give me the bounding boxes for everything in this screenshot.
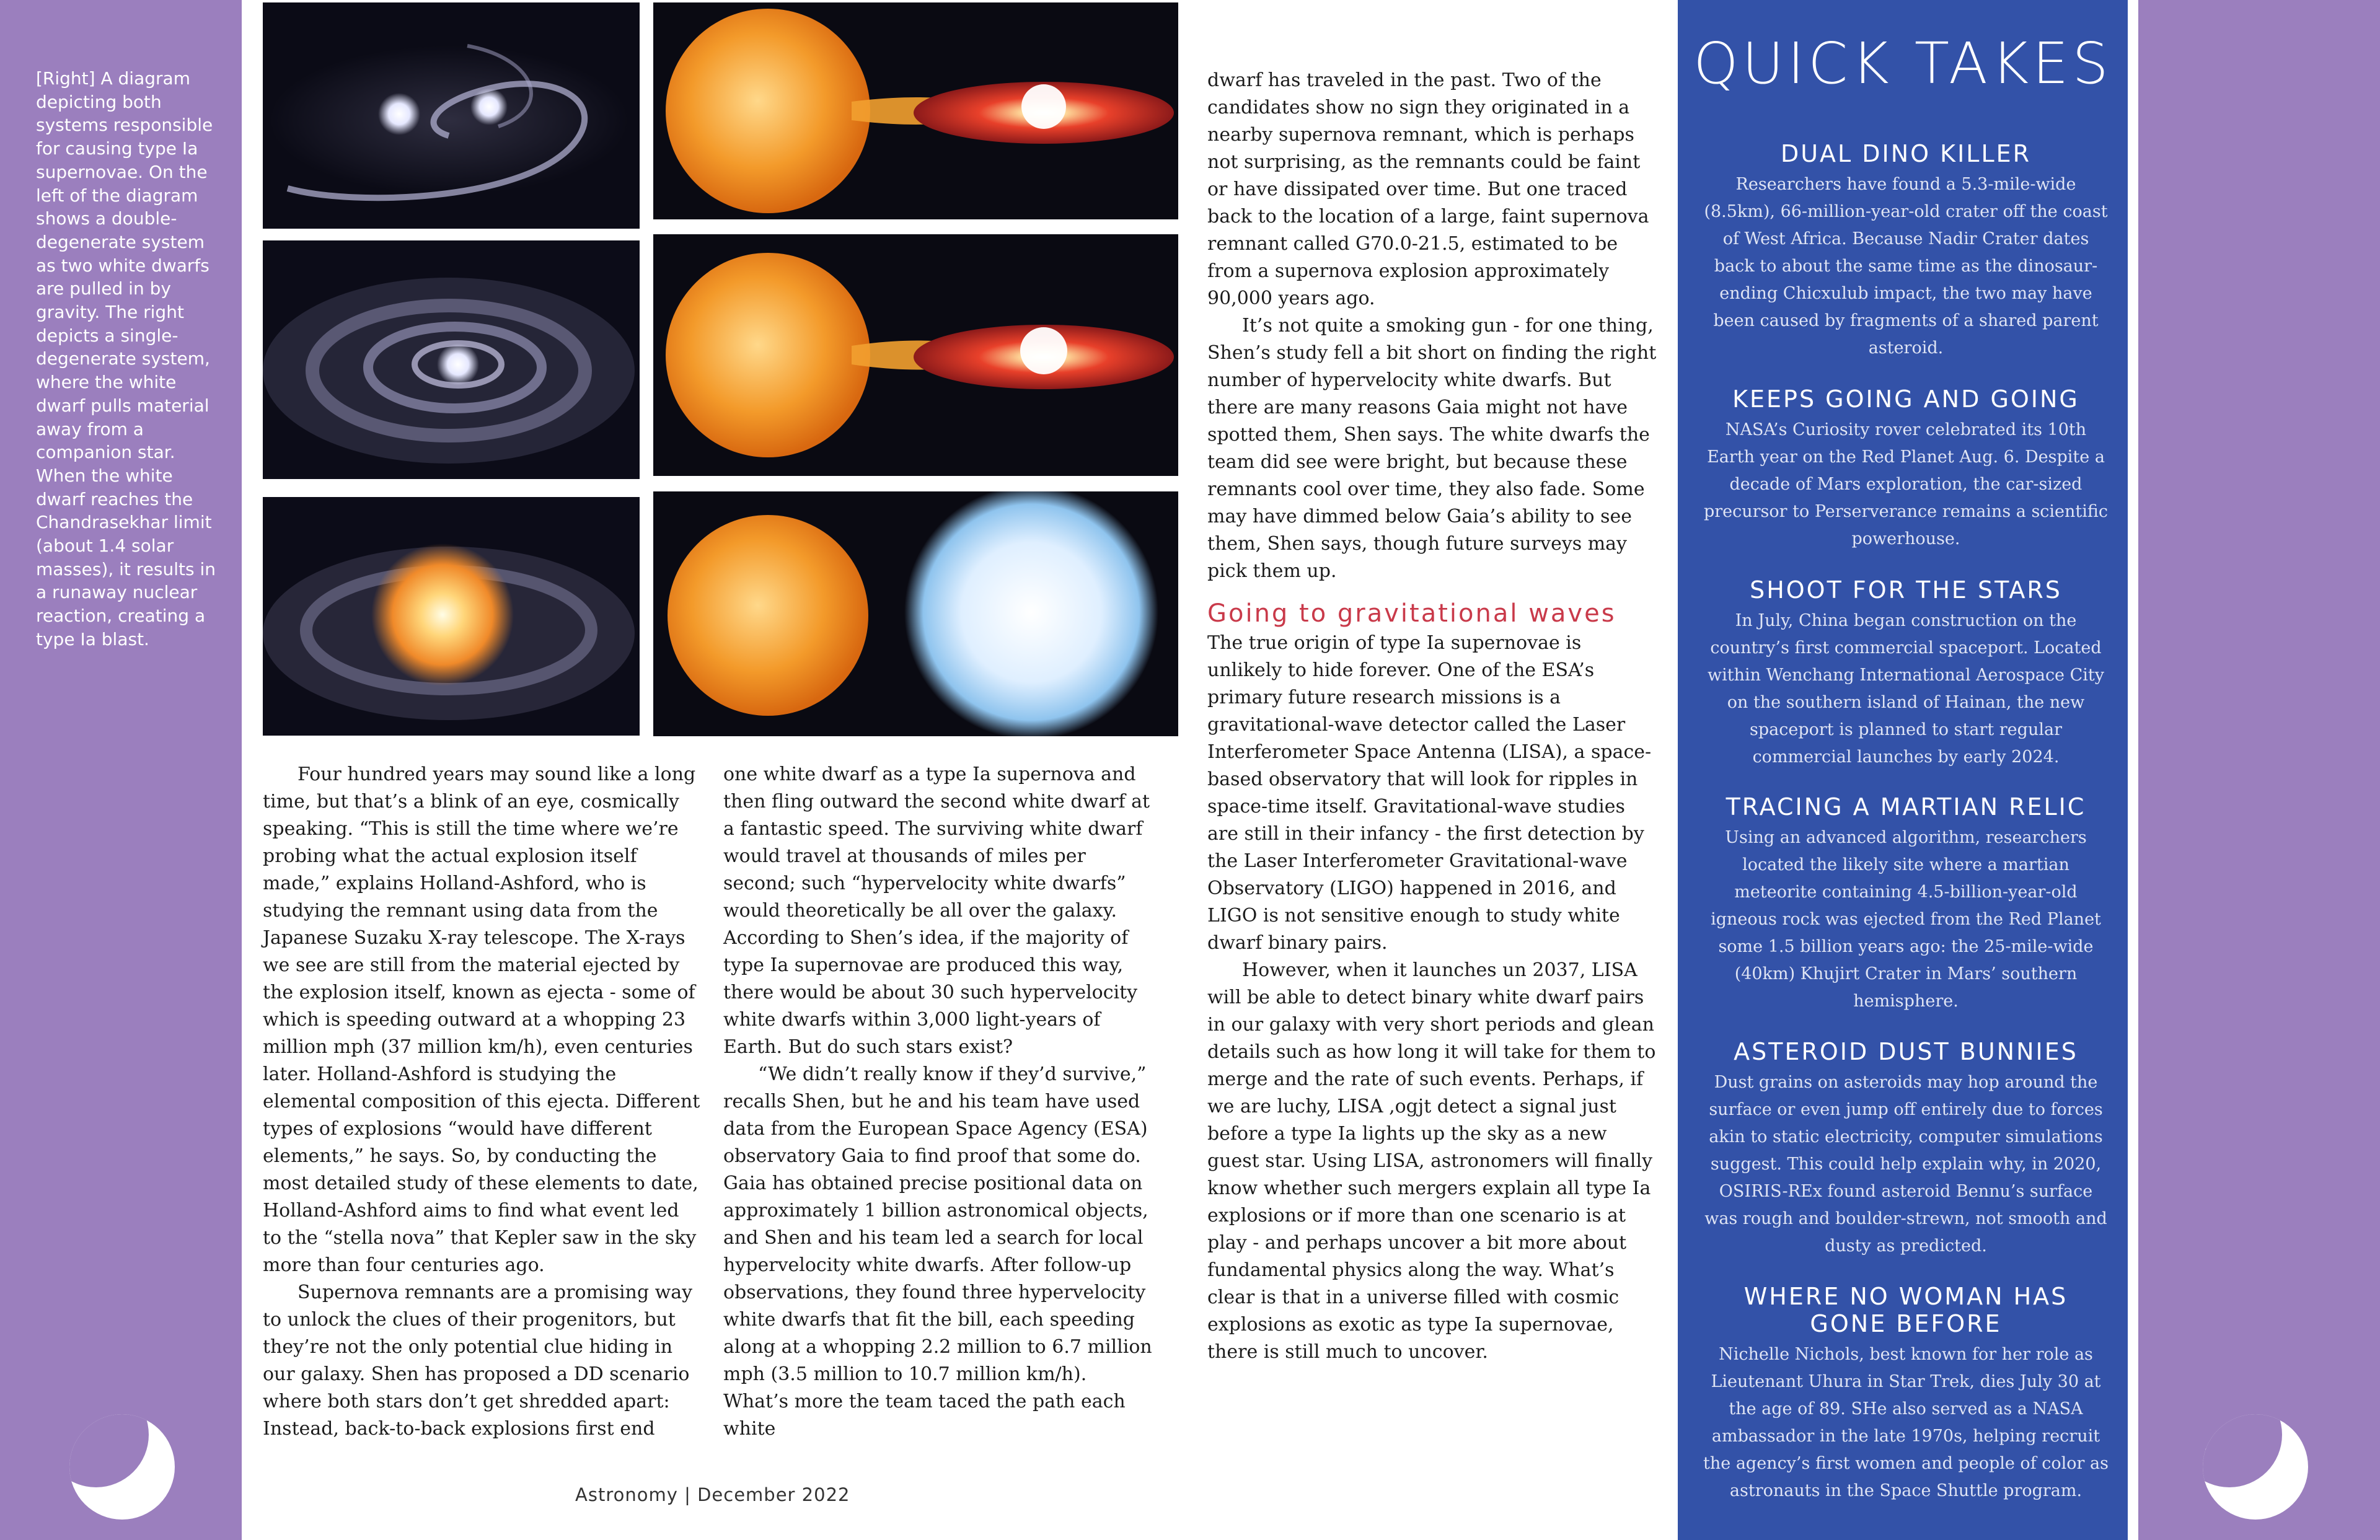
quick-take-body: Using an advanced algorithm, researchers located the likely site where a martian meteorite containing 4.5-billion-year-old igneous rock was ejected from the Red Planet some 1.5 billion years ago: the 25-mile-wide (40km) Khujirt Crater in Mars’ southern hemisphere. — [1711, 828, 2101, 1011]
diagram-single-degenerate-1 — [653, 2, 1178, 219]
quick-take-heading: ASTEROID DUST BUNNIES — [1734, 1038, 2078, 1065]
section-heading: Going to gravitational waves — [1207, 599, 1616, 628]
left-margin-band — [0, 0, 242, 1540]
quick-take-body: Dust grains on asteroids may hop around the surface or even jump off entirely due to forces akin to static electricity, computer simulations suggest. This could help explain why, in 2020, OSIRIS-REx found asteroid Bennu’s surface was rough and boulder-strewn, not smooth and dusty as predicted. — [1704, 1073, 2107, 1256]
quick-take-item — [1701, 1283, 2110, 1505]
quick-take-heading: KEEPS GOING AND GOING — [1732, 385, 2079, 413]
quick-take-heading: WHERE NO WOMAN HAS GONE BEFORE — [1743, 1283, 2068, 1337]
quick-take-item — [1701, 1038, 2110, 1260]
paragraph: dwarf has traveled in the past. Two of the candidates show no sign they originated in a nearby supernova remnant, which is perhaps not surprising, as the remnants could be faint or have dissipated over time. But one traced back to the location of a large, faint supernova remnant called G70.0-21.5, estimated to be from a supernova explosion approximately 90,000 years ago. — [1207, 69, 1649, 309]
quick-take-body: In July, China began construction on the country’s first commercial spaceport. Located within Wenchang International Aerospace City on the southern island of Hainan, the new spaceport is planned to start regular commercial launches by early 2024. — [1707, 611, 2105, 767]
diagram-double-degenerate-1 — [263, 2, 640, 229]
paragraph: “We didn’t really know if they’d survive,” recalls Shen, but he and his team have used data from the European Space Agency (ESA) observatory Gaia to find proof that some do. Gaia has obtained precise positional data on approximately 1 billion astronomical objects, and Shen and his team led a search for local hypervelocity white dwarfs. After follow-up observations, they found three hypervelocity white dwarfs that fit the bill, each speeding along at a whopping 2.2 million to 6.7 million mph (3.5 million to 10.7 million km/h). What’s more the team taced the path each white — [723, 1063, 1152, 1440]
diagram-double-degenerate-3 — [263, 497, 640, 736]
paragraph: Four hundred years may sound like a long time, but that’s a blink of an eye, cosmically speaking. “This is still the time where we’re probing what the actual explosion itself made,” explains Holland-Ashford, who is studying the remnant using data from the Japanese Suzaku X-ray telescope. The X-rays we see are still from the material ejected by the explosion itself, known as ejecta - some of which is speeding outward at a whopping 23 million mph (37 million km/h), even centuries later. Holland-Ashford is studying the elemental composition of this ejecta. Different types of explosions “would have different elements,” he says. So, by conducting the most detailed study of these elements to date, Holland-Ashford aims to find what event led to the “stella nova” that Kepler saw in the sky more than four centuries ago. — [263, 763, 700, 1276]
quick-take-heading: SHOOT FOR THE STARS — [1750, 576, 2062, 604]
diagram-single-degenerate-3 — [653, 491, 1178, 736]
paragraph: However, when it launches un 2037, LISA will be able to detect binary white dwarf pairs in our galaxy with very short periods and glean details such as how long it will take for them to merge and the rate of such events. Perhaps, if we are luchy, LISA ,ogjt detect a signal just before a type Ia lights up the sky as a new guest star. Using LISA, astronomers will finally know whether such mergers explain all type Ia explosions or if more than one scenario is at play - and perhaps uncover a bit more about fundamental physics along the way. What’s clear is that in a universe filled with cosmic explosions as exotic as type Ia supernovae, there is still much to uncover. — [1207, 959, 1656, 1363]
quick-take-body: Nichelle Nichols, best known for her role as Lieutenant Uhura in Star Trek, dies July 30 at the age of 89. SHe also served as a NASA ambassador in the late 1970s, helping recruit the agency’s first women and people of color as astronauts in the Space Shuttle program. — [1703, 1345, 2109, 1500]
quick-take-heading: TRACING A MARTIAN RELIC — [1726, 793, 2086, 821]
quick-take-body: NASA’s Curiosity rover celebrated its 10th Earth year on the Red Planet Aug. 6. Despite a decade of Mars exploration, the car-sized precursor to Perserverance remains a scientific powerhouse. — [1703, 420, 2109, 548]
article-column-2 — [723, 761, 1157, 1443]
quick-take-item — [1701, 140, 2110, 362]
crescent-moon-icon — [69, 1414, 175, 1520]
quick-takes-sidebar — [1678, 0, 2128, 1540]
quick-takes-title: QUICK TAKES — [1693, 30, 2112, 97]
quick-take-body: Researchers have found a 5.3-mile-wide (8.5km), 66-million-year-old crater off the coast of West Africa. Because Nadir Crater dates back to about the same time as the dinosaur-ending Chicxulub impact, the two may have been caused by fragments of a shared parent asteroid. — [1704, 175, 2108, 358]
quick-take-item — [1701, 576, 2110, 771]
paragraph: Supernova remnants are a promising way to unlock the clues of their progenitors, but they’re not the only potential clue hiding in our galaxy. Shen has proposed a DD scenario where both stars don’t get shredded apart: Instead, back-to-back explosions first end — [263, 1282, 693, 1440]
diagram-single-degenerate-2 — [653, 234, 1178, 476]
article-column-3 — [1207, 67, 1657, 1366]
paragraph: It’s not quite a smoking gun - for one thing, Shen’s study fell a bit short on finding the right number of hypervelocity white dwarfs. But there are many reasons Gaia might not have spotted them, Shen says. The white dwarfs the team did see were bright, but because these remnants cool over time, they also fade. Some may have dimmed below Gaia’s ability to see them, Shen says, though future surveys may pick them up. — [1207, 315, 1657, 582]
quick-take-item — [1701, 793, 2110, 1015]
article-column-1 — [263, 761, 703, 1443]
paragraph: The true origin of type Ia supernovae is unlikely to hide forever. One of the ESA’s primary future research missions is a gravitational-wave detector called the Laser Interferometer Space Antenna (LISA), a space-based observatory that will look for ripples in space-time itself. Gravitational-wave studies are still in their infancy - the first detection by the Laser Interferometer Gravitational-wave Observatory (LIGO) happened in 2016, and LIGO is not sensitive enough to study white dwarf binary pairs. — [1207, 632, 1652, 954]
quick-take-item — [1701, 385, 2110, 553]
right-margin-band — [2138, 0, 2380, 1540]
paragraph: one white dwarf as a type Ia supernova and then fling outward the second white dwarf at a fantastic speed. The surviving white dwarf would travel at thousands of miles per second; such “hypervelocity white dwarfs” would theoretically be all over the galaxy. According to Shen’s idea, if the majority of type Ia supernovae are produced this way, there would be about 30 such hypervelocity white dwarfs within 3,000 light-years of Earth. But do such stars exist? — [723, 763, 1150, 1058]
figure-caption: [Right] A diagram depicting both systems responsible for causing type Ia supernovae. On the left of the diagram shows a double-degenerate system as two white dwarfs are pulled in by gravity. The right depicts a single-degenerate system, where the white dwarf pulls material away from a companion star. When the white dwarf reaches the Chandrasekhar limit (about 1.4 solar masses), it results in a runaway nuclear reaction, creating a type Ia blast. — [36, 68, 216, 649]
quick-take-heading: DUAL DINO KILLER — [1780, 140, 2032, 167]
diagram-double-degenerate-2 — [263, 240, 640, 479]
magazine-footer: Astronomy | December 2022 — [575, 1484, 850, 1505]
crescent-moon-icon — [2203, 1414, 2308, 1520]
